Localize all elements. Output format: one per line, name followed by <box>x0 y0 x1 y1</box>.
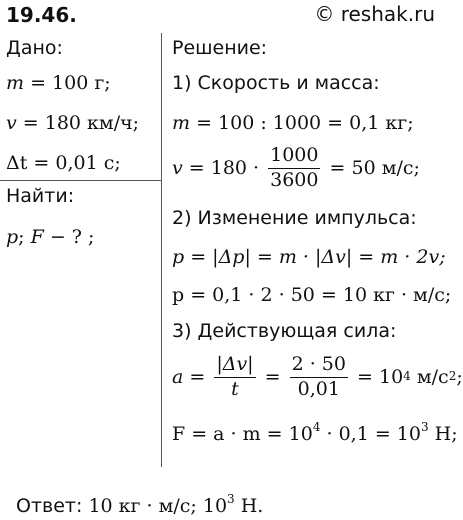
step3-title: 3) Действующая сила: <box>172 320 397 342</box>
mass-equation: m = 100 : 1000 = 0,1 кг; <box>172 112 414 134</box>
impulse-equation: p = |Δp| = m · |Δv| = m · 2v; <box>172 246 446 268</box>
given-speed: v = 180 км/ч; <box>6 112 140 134</box>
accel-fraction-2: $\frac{2 \cdot 50}{0,01}$ <box>291 353 346 401</box>
step2-title: 2) Изменение импульса: <box>172 207 417 229</box>
watermark: © reshak.ru <box>314 2 435 26</box>
force-equation: $F = a \cdot m = 10^4 \cdot 0,1 = 10^3$ Н; <box>172 419 458 445</box>
step1-title: 1) Скорость и масса: <box>172 72 380 94</box>
speed-fraction: $\frac{1000}{3600}$ <box>270 144 319 192</box>
problem-number: 19.46. <box>6 3 77 27</box>
find-title: Найти: <box>6 185 75 207</box>
speed-equation: v = 180 · $\frac{1000}{3600}$ = 50 м/с; <box>172 144 420 192</box>
accel-fraction-1: $\frac{|\Delta v|}{t}$ <box>216 353 254 401</box>
horizontal-divider <box>0 180 161 181</box>
vertical-divider <box>161 33 162 467</box>
answer-line: Ответ: 10 кг · м/с; $10^3$ Н. <box>16 491 264 517</box>
solution-title: Решение: <box>172 37 268 59</box>
given-time: Δt = 0,01 с; <box>6 152 121 174</box>
impulse-calculation: p = 0,1 · 2 · 50 = 10 кг · м/с; <box>172 284 452 306</box>
given-title: Дано: <box>6 37 63 59</box>
given-mass: m = 100 г; <box>6 72 111 94</box>
acceleration-equation: a = $\frac{|\Delta v|}{t}$ = $\frac{2 \cdot 50}{0,01}$ = 10 $^4$ м/с $^2$ ; <box>172 353 463 401</box>
find-line: p; F − ? ; <box>6 226 95 248</box>
